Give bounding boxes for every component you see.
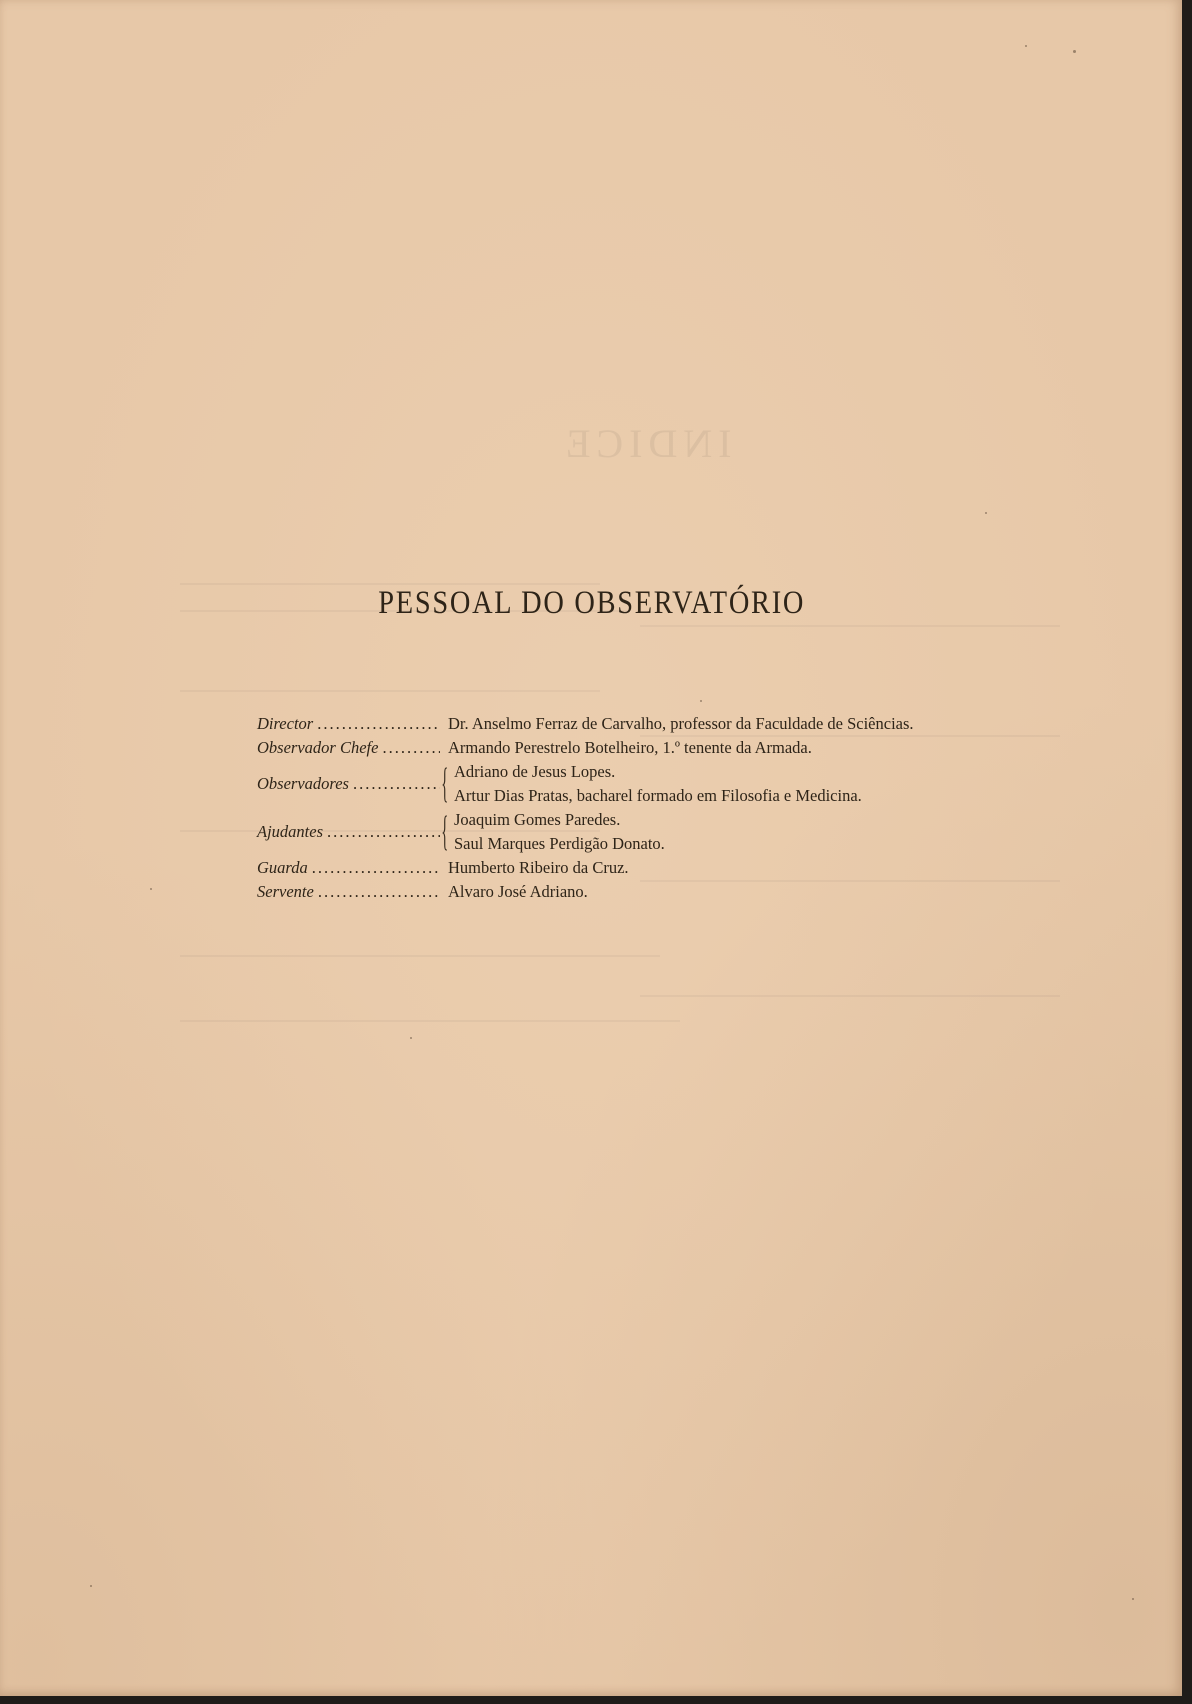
staff-entry-guarda bbox=[257, 856, 914, 880]
staff-name: Alvaro José Adriano. bbox=[448, 882, 588, 901]
staff-entry-observador-chefe bbox=[257, 736, 914, 760]
paper-speck bbox=[1073, 50, 1076, 53]
role-label: Observador Chefe bbox=[257, 738, 379, 757]
staff-name: Artur Dias Pratas, bacharel formado em Filosofia e Medicina. bbox=[454, 786, 862, 805]
role-label: Guarda bbox=[257, 858, 308, 877]
show-through-line bbox=[180, 955, 660, 957]
brace-glyph: { bbox=[441, 761, 449, 807]
paper-speck bbox=[410, 1037, 412, 1039]
names-cell bbox=[448, 712, 914, 736]
role-cell bbox=[257, 880, 440, 904]
paper-speck bbox=[985, 512, 987, 514]
paper-speck bbox=[1025, 45, 1027, 47]
staff-list bbox=[257, 712, 914, 904]
show-through-line bbox=[640, 625, 1060, 627]
staff-entry-director bbox=[257, 712, 914, 736]
show-through-line bbox=[640, 995, 1060, 997]
staff-name: Dr. Anselmo Ferraz de Carvalho, professor da Faculdade de Sciências. bbox=[448, 714, 914, 733]
dot-leader bbox=[327, 820, 440, 844]
role-cell bbox=[257, 772, 440, 796]
paper-speck bbox=[90, 1585, 92, 1587]
role-label: Ajudantes bbox=[257, 822, 323, 841]
names-cell bbox=[454, 808, 665, 856]
show-through-line bbox=[180, 1020, 680, 1022]
role-cell bbox=[257, 820, 440, 844]
dot-leader bbox=[317, 712, 440, 736]
paper-speck bbox=[150, 888, 152, 890]
names-cell bbox=[448, 880, 588, 904]
staff-name: Saul Marques Perdigão Donato. bbox=[454, 834, 665, 853]
staff-entry-servente bbox=[257, 880, 914, 904]
role-label: Director bbox=[257, 714, 314, 733]
paper-speck bbox=[1132, 1598, 1134, 1600]
role-label: Observadores bbox=[257, 774, 349, 793]
dot-leader bbox=[312, 856, 440, 880]
show-through-heading: INDICE bbox=[560, 421, 732, 466]
page-title: PESSOAL DO OBSERVATÓRIO bbox=[378, 585, 806, 621]
paper-speck bbox=[700, 700, 702, 702]
brace-glyph: { bbox=[441, 809, 449, 855]
names-cell bbox=[454, 760, 862, 808]
staff-entry-ajudantes bbox=[257, 808, 914, 856]
role-cell bbox=[257, 712, 440, 736]
names-cell bbox=[448, 856, 629, 880]
staff-entry-observadores bbox=[257, 760, 914, 808]
staff-name: Armando Perestrelo Botelheiro, 1.º tenente da Armada. bbox=[448, 738, 812, 757]
dot-leader bbox=[382, 736, 440, 760]
staff-name: Adriano de Jesus Lopes. bbox=[454, 762, 616, 781]
role-cell bbox=[257, 736, 440, 760]
dot-leader bbox=[318, 880, 440, 904]
role-label: Servente bbox=[257, 882, 314, 901]
dot-leader bbox=[353, 772, 440, 796]
staff-name: Joaquim Gomes Paredes. bbox=[454, 810, 621, 829]
staff-name: Humberto Ribeiro da Cruz. bbox=[448, 858, 629, 877]
names-cell bbox=[448, 736, 812, 760]
show-through-line bbox=[180, 690, 600, 692]
role-cell bbox=[257, 856, 440, 880]
